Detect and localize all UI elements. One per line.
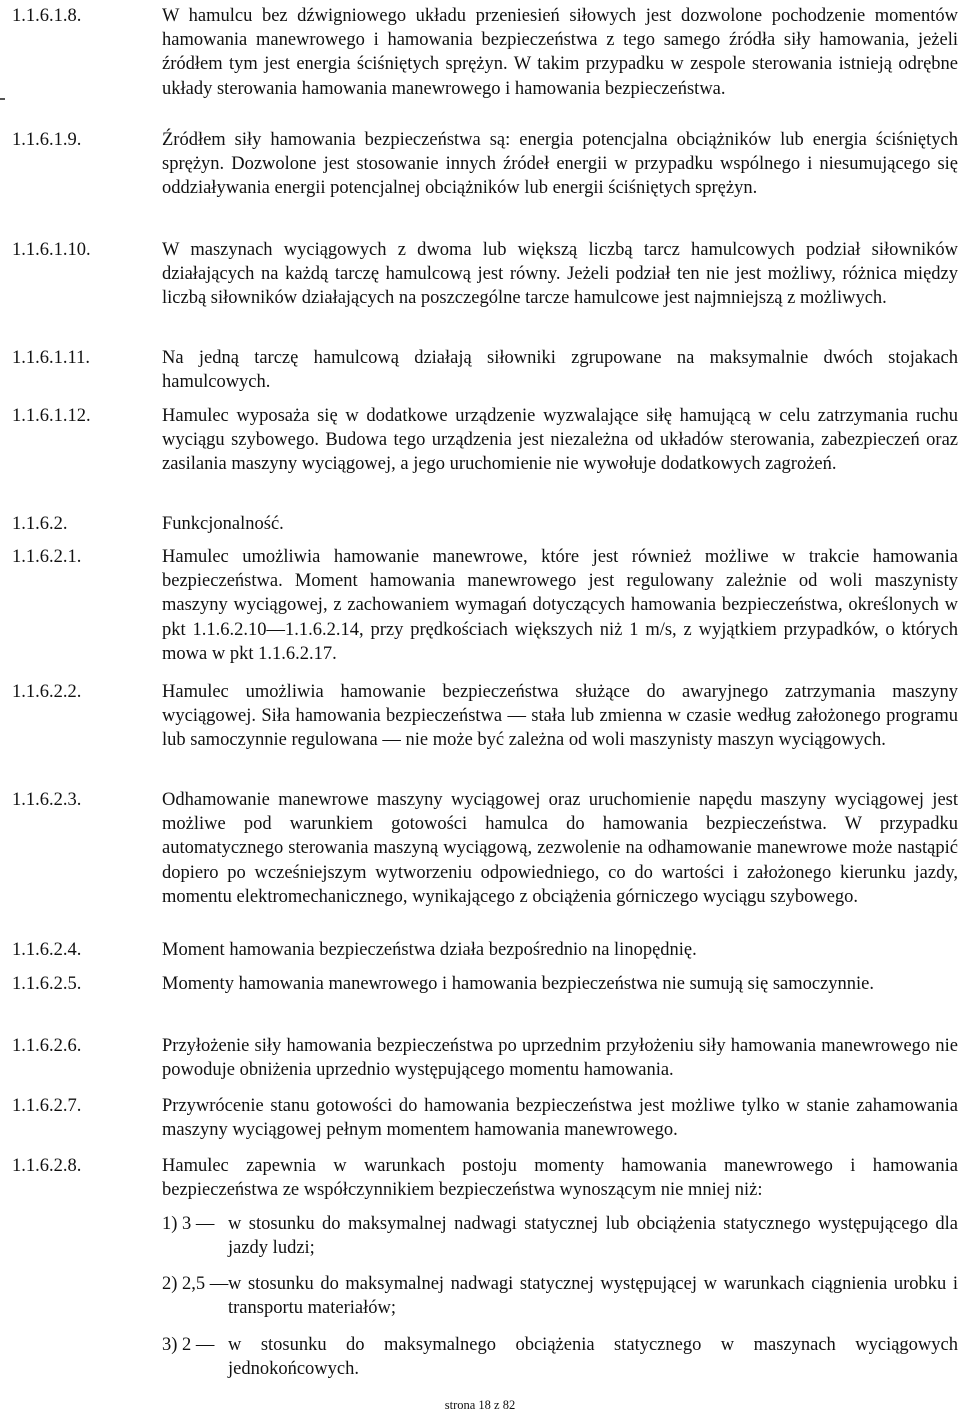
section-number: 1.1.6.2.5. [12, 974, 82, 994]
section-text: Hamulec umożliwia hamowanie bezpieczeństwa służące do awaryjnego zatrzymania maszyny wyciągowej. Siła hamowania bezpieczeństwa — stała lub zmienna w czasie według założonego programu lub samoczynnie regulowana — nie może być zależna od woli maszynisty maszyn wyciągowych. [162, 682, 958, 751]
section-number: 1.1.6.2.8. [12, 1156, 82, 1176]
list-item [162, 1212, 958, 1260]
section-number: 1.1.6.1.8. [12, 6, 82, 26]
list-item-text: w stosunku do maksymalnego obciążenia statycznego w maszynach wyciągowych jednokońcowych. [228, 1335, 958, 1380]
section-number: 1.1.6.1.11. [12, 348, 90, 368]
section-number: 1.1.6.2.2. [12, 682, 82, 702]
list-item [162, 1333, 958, 1381]
section-number: 1.1.6.2.7. [12, 1096, 82, 1116]
list-item-text: w stosunku do maksymalnej nadwagi statycznej lub obciążenia statycznego występującego dla jazdy ludzi; [228, 1214, 958, 1259]
section-text: W hamulcu bez dźwigniowego układu przeniesień siłowych jest dozwolone pochodzenie momentów hamowania manewrowego i hamowania bezpieczeństwa z tego samego źródła siły hamowania, jeżeli źródłem tym jest energia ściśniętych sprężyn. W takim przypadku w zespole sterowania istnieją odrębne układy sterowania hamowania manewrowego i hamowania bezpieczeństwa. [162, 6, 958, 99]
section-number: 1.1.6.2.4. [12, 940, 82, 960]
section-text: Hamulec umożliwia hamowanie manewrowe, które jest również możliwe w trakcie hamowania bezpieczeństwa. Moment hamowania manewrowego jest regulowany zależnie od woli maszynisty maszyny wyciągowej, z zachowaniem wymagań dotyczących hamowania bezpieczeństwa, określonych w pkt 1.1.6.2.10—1.1.6.2.14, przy prędkościach większych niż 1 m/s, z wyjątkiem przypadków, o których mowa w pkt 1.1.6.2.17. [162, 547, 958, 664]
list-item-text: w stosunku do maksymalnej nadwagi statycznej występującej w warunkach ciągnienia urobku i transportu materiałów; [228, 1274, 958, 1319]
list-item-label: 3) 2 — [162, 1335, 215, 1355]
list-item [162, 1272, 958, 1320]
section-text: W maszynach wyciągowych z dwoma lub większą liczbą tarcz hamulcowych podział siłowników działających na każdą tarczę hamulcową jest równy. Jeżeli podział ten nie jest możliwy, różnica między liczbą siłowników działających na poszczególne tarcze hamulcowe jest najmniejszą z możliwych. [162, 240, 958, 309]
section-text: Na jedną tarczę hamulcową działają siłowniki zgrupowane na maksymalnie dwóch stojakach hamulcowych. [162, 348, 958, 393]
section-text: Źródłem siły hamowania bezpieczeństwa są: energia potencjalna obciążników lub energia ściśniętych sprężyn. Dozwolone jest stosowanie innych źródeł energii w przypadku wspólnego i niesumującego się oddziaływania energii potencjalnej obciążników lub energii ściśniętych sprężyn. [162, 130, 958, 199]
list-item-label: 1) 3 — [162, 1214, 215, 1234]
margin-mark [0, 98, 5, 100]
section-number: 1.1.6.1.9. [12, 130, 82, 150]
section-text: Przyłożenie siły hamowania bezpieczeństwa po uprzednim przyłożeniu siły hamowania manewrowego nie powoduje obniżenia uprzednio występującego momentu hamowania. [162, 1036, 958, 1081]
section-text: Przywrócenie stanu gotowości do hamowania bezpieczeństwa jest możliwe tylko w stanie zahamowania maszyny wyciągowej pełnym momentem hamowania manewrowego. [162, 1096, 958, 1141]
section-number: 1.1.6.2.3. [12, 790, 82, 810]
section-number: 1.1.6.1.12. [12, 406, 91, 426]
section-heading: Funkcjonalność. [162, 514, 284, 534]
section-text: Hamulec zapewnia w warunkach postoju momenty hamowania manewrowego i hamowania bezpieczeństwa ze współczynnikiem bezpieczeństwa wynoszącym nie mniej niż: [162, 1156, 958, 1201]
section-number: 1.1.6.2.6. [12, 1036, 82, 1056]
page-number-footer: strona 18 z 82 [444, 1398, 516, 1412]
section-text: Hamulec wyposaża się w dodatkowe urządzenie wyzwalające siłę hamującą w celu zatrzymania ruchu wyciągu szybowego. Budowa tego urządzenia jest niezależna od układów sterowania, zabezpieczeń oraz zasilania maszyny wyciągowej, a jego uruchomienie nie wywołuje dodatkowych zagrożeń. [162, 406, 958, 475]
section-number: 1.1.6.2. [12, 514, 68, 534]
section-text: Momenty hamowania manewrowego i hamowania bezpieczeństwa nie sumują się samoczynnie. [162, 974, 875, 994]
section-text: Odhamowanie manewrowe maszyny wyciągowej oraz uruchomienie napędu maszyny wyciągowej jest możliwe pod warunkiem gotowości hamulca do hamowania bezpieczeństwa. W przypadku automatycznego sterowania maszyną wyciągową, zezwolenie na odhamowanie manewrowe może nastąpić dopiero po wcześniejszym wytworzeniu odpowiedniego, co do wartości i założonego kierunku jazdy, momentu elektromechanicznego, wynikającego z obciążenia górniczego wyciągu szybowego. [162, 790, 958, 907]
section-text: Moment hamowania bezpieczeństwa działa bezpośrednio na linopędnię. [162, 940, 697, 960]
section-number: 1.1.6.1.10. [12, 240, 91, 260]
section-number: 1.1.6.2.1. [12, 547, 82, 567]
list-item-label: 2) 2,5 — [162, 1274, 229, 1294]
